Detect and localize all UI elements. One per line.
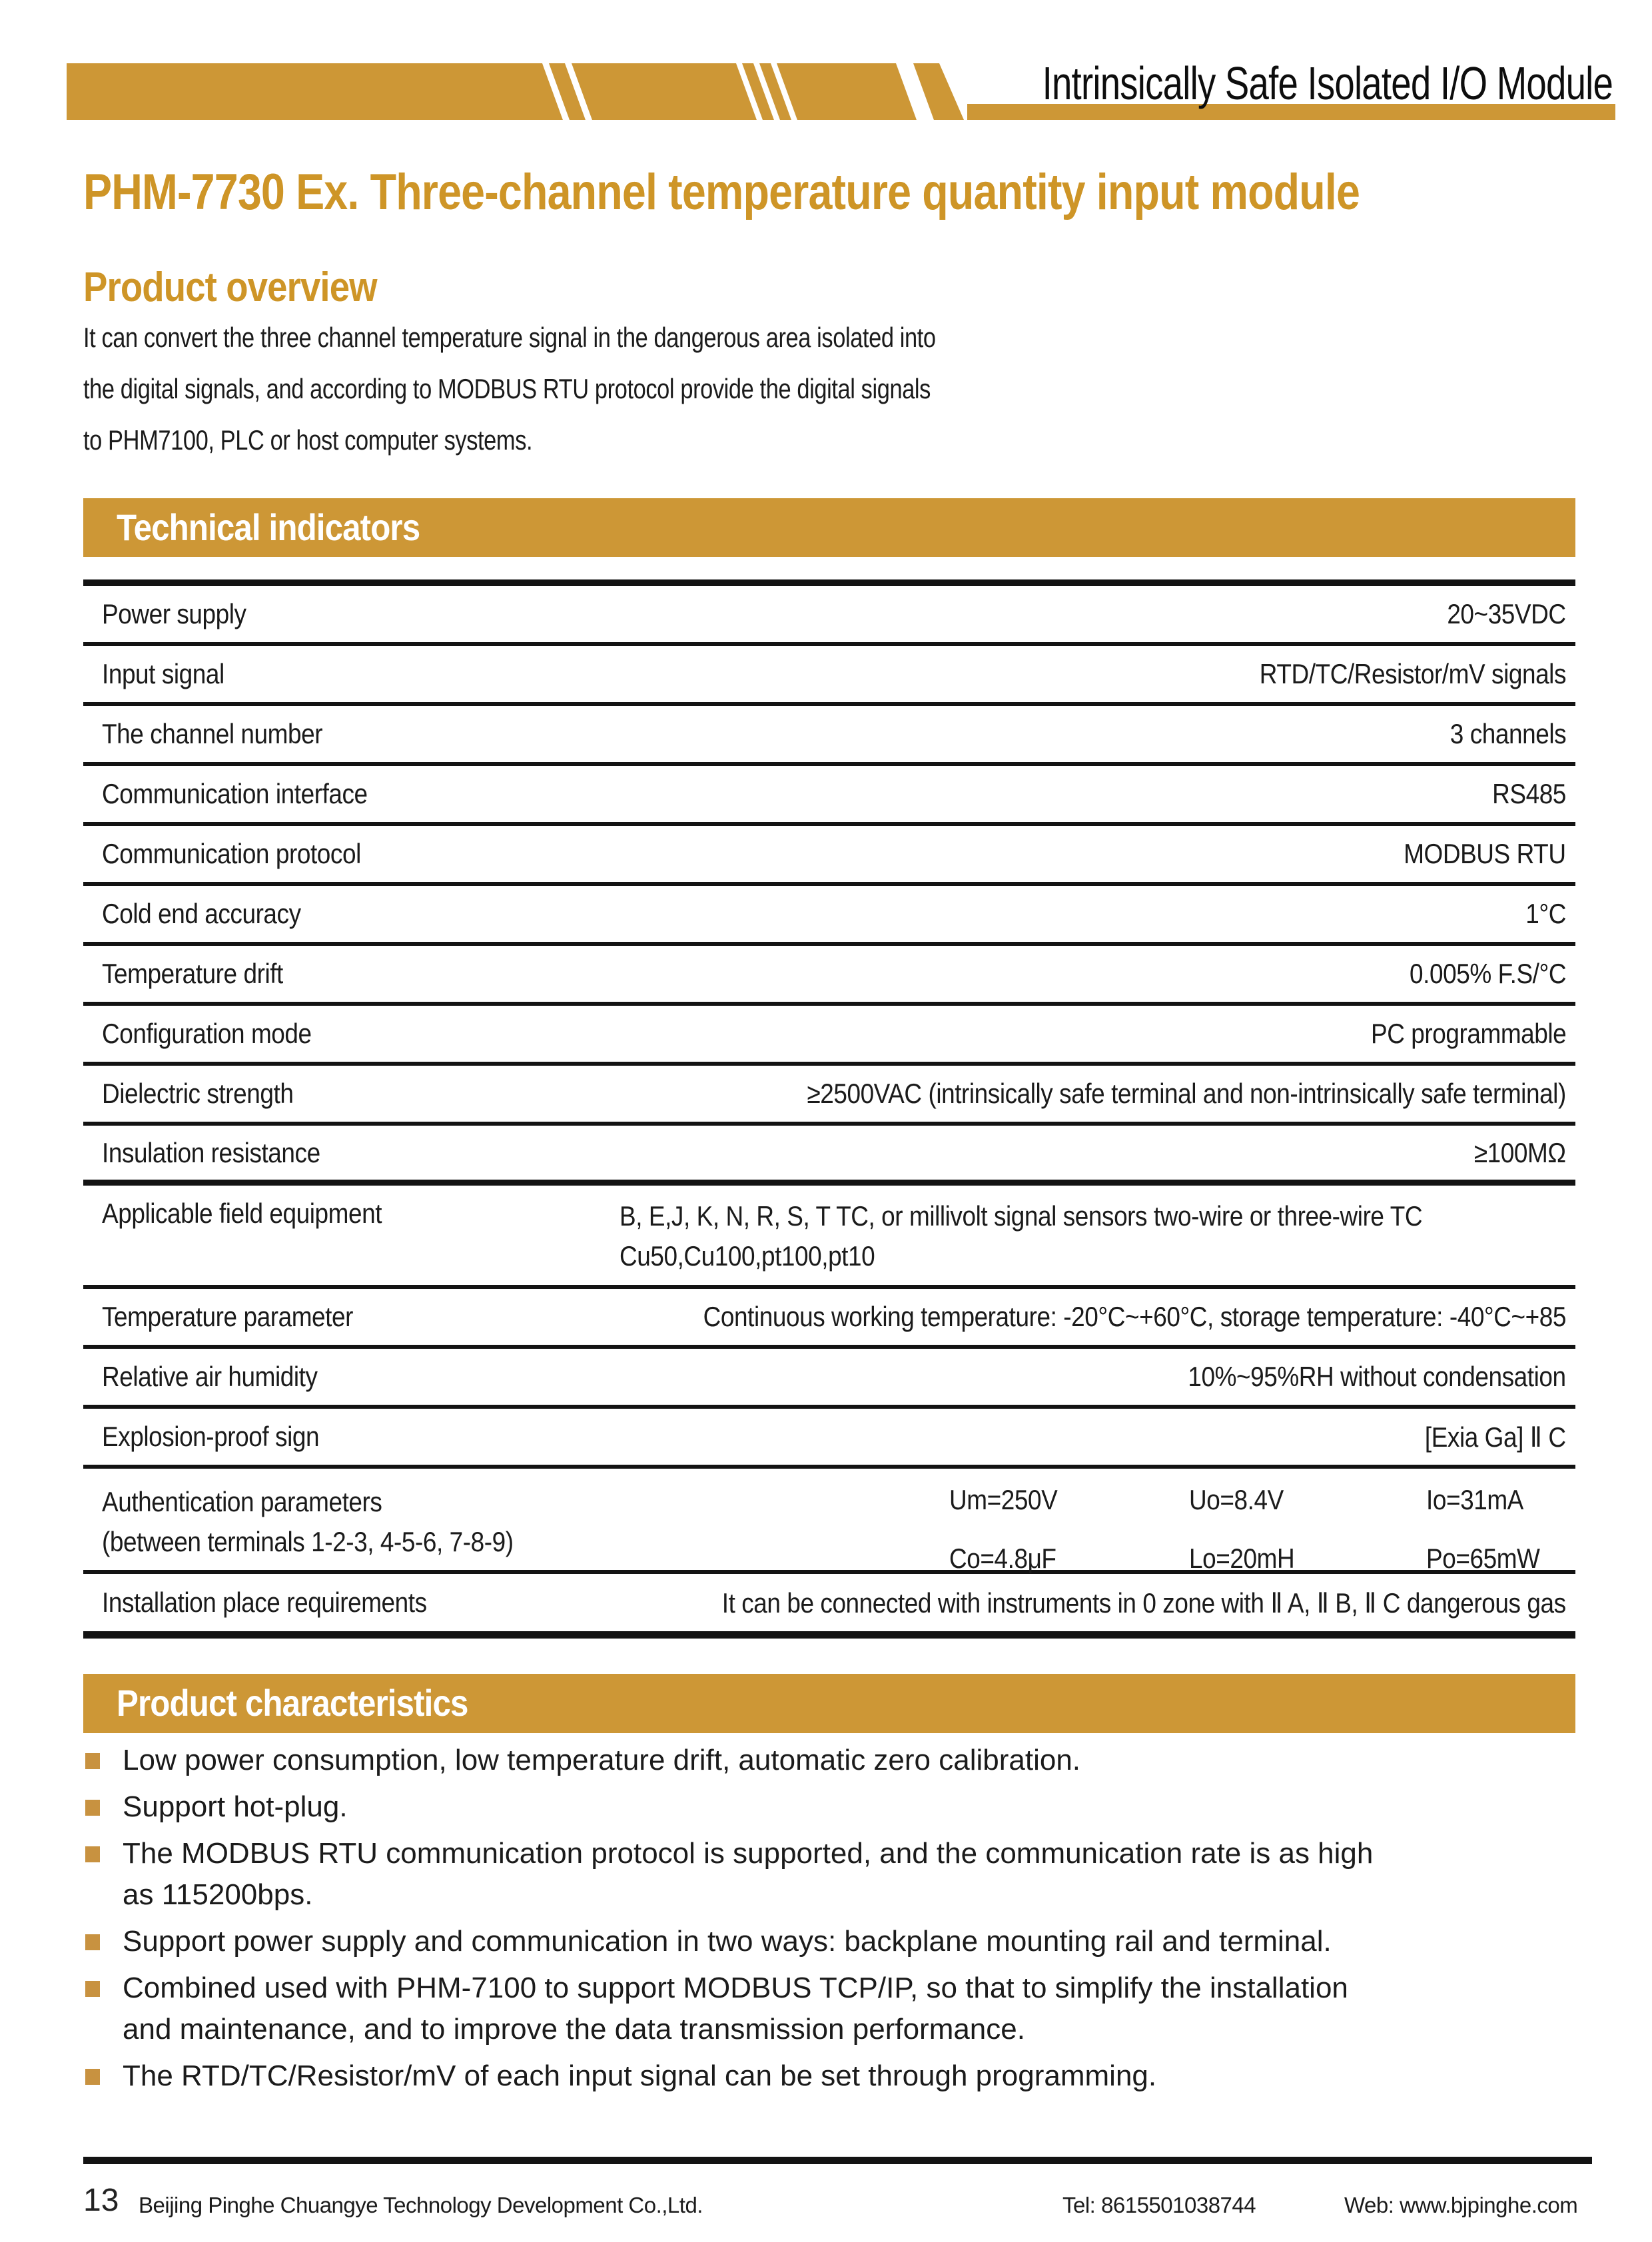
row-label: Input signal [102, 658, 224, 689]
section-bar-label: Technical indicators [117, 506, 420, 548]
bullet-text: Support power supply and communication in two ways: backplane mounting rail and terminal. [123, 1925, 1332, 1958]
row-value: It can be connected with instruments in 0 zone with Ⅱ A, Ⅱ B, Ⅱ C dangerous gas [722, 1587, 1566, 1619]
overview-line: the digital signals, and according to MODBUS RTU protocol provide the digital signals [83, 373, 931, 404]
table-row [83, 1289, 1575, 1349]
auth-param: Uo=8.4V [1189, 1484, 1284, 1515]
bullet-text: and maintenance, and to improve the data transmission performance. [123, 2013, 1025, 2046]
row-value: ≥2500VAC (intrinsically safe terminal and non-intrinsically safe terminal) [807, 1078, 1566, 1109]
row-value: PC programmable [1370, 1018, 1566, 1049]
overview-heading: Product overview [83, 264, 377, 310]
row-value: 10%~95%RH without condensation [1188, 1361, 1566, 1392]
footer-web: Web: www.bjpinghe.com [1344, 2193, 1578, 2217]
table-row [83, 1349, 1575, 1409]
table-row [83, 706, 1575, 766]
row-value: [Exia Ga] Ⅱ C [1425, 1421, 1566, 1453]
row-value: RS485 [1492, 778, 1566, 809]
row-label: Authentication parameters (between terminals 1-2-3, 4-5-6, 7-8-9) [102, 1486, 514, 1557]
row-label: Configuration mode [102, 1018, 312, 1049]
auth-param: Um=250V [949, 1484, 1058, 1515]
table-row [83, 886, 1575, 946]
list-item [85, 1968, 1591, 2050]
row-value: ≥100MΩ [1474, 1136, 1566, 1168]
table-row [83, 946, 1575, 1006]
table-row [83, 646, 1575, 706]
bullet-text: The RTD/TC/Resistor/mV of each input signal can be set through programming. [123, 2059, 1157, 2092]
bullet-icon [85, 1846, 100, 1862]
bullet-icon [85, 1981, 100, 1997]
technical-indicators-table [83, 579, 1575, 1639]
footer-tel: Tel: 8615501038744 [1062, 2193, 1256, 2217]
list-item [85, 1786, 1591, 1828]
row-label: Temperature parameter [102, 1301, 353, 1332]
banner-title: Intrinsically Safe Isolated I/O Module [1042, 57, 1613, 109]
table-row [83, 1066, 1575, 1126]
table-row [83, 766, 1575, 826]
row-value: 0.005% F.S/°C [1409, 958, 1566, 989]
auth-param: Lo=20mH [1189, 1543, 1295, 1574]
header-banner [67, 57, 1615, 120]
characteristics-list [85, 1740, 1591, 2102]
row-value: MODBUS RTU [1404, 838, 1566, 869]
bullet-text: The MODBUS RTU communication protocol is supported, and the communication rate is as high [123, 1837, 1374, 1870]
list-item [85, 2055, 1591, 2097]
row-label: Explosion-proof sign [102, 1421, 320, 1452]
bullet-text: Combined used with PHM-7100 to support MODBUS TCP/IP, so that to simplify the installation [123, 1972, 1348, 2004]
page-number: 13 [83, 2183, 119, 2218]
row-value: 20~35VDC [1447, 598, 1566, 629]
section-bar-label: Product characteristics [117, 1682, 468, 1724]
banner-gold-band [67, 63, 966, 120]
row-label: Applicable field equipment [102, 1198, 382, 1229]
overview-paragraph [83, 312, 936, 466]
row-label: Communication interface [102, 778, 368, 809]
list-item [85, 1740, 1591, 1781]
row-label: Temperature drift [102, 958, 283, 989]
row-label: Relative air humidity [102, 1361, 318, 1392]
row-label: Power supply [102, 598, 246, 629]
bullet-icon [85, 1753, 100, 1769]
auth-param: Io=31mA [1426, 1484, 1524, 1515]
row-value: 3 channels [1449, 718, 1566, 749]
table-row [83, 1126, 1575, 1186]
bullet-text: Support hot-plug. [123, 1790, 348, 1823]
row-value: Continuous working temperature: -20°C~+60°C, storage temperature: -40°C~+85 [703, 1301, 1566, 1332]
table-row [83, 1469, 1575, 1574]
row-label: Cold end accuracy [102, 898, 301, 929]
section-bar-technical-indicators [83, 498, 1575, 557]
table-row [83, 826, 1575, 886]
bullet-icon [85, 1800, 100, 1816]
bullet-text: Low power consumption, low temperature drift, automatic zero calibration. [123, 1744, 1081, 1776]
row-label: The channel number [102, 718, 323, 749]
row-label: Insulation resistance [102, 1136, 320, 1168]
row-label: Communication protocol [102, 838, 361, 869]
bullet-icon [85, 2069, 100, 2085]
page-title: PHM-7730 Ex. Three-channel temperature quantity input module [83, 164, 1360, 220]
table-row [83, 1186, 1575, 1289]
row-value: 1°C [1525, 898, 1566, 929]
auth-param: Co=4.8μF [949, 1543, 1056, 1574]
row-value: B, E,J, K, N, R, S, T TC, or millivolt signal sensors two-wire or three-wire TC Cu50,Cu100,pt100,pt10 [620, 1200, 1423, 1272]
table-row [83, 1006, 1575, 1066]
table-row [83, 586, 1575, 646]
list-item [85, 1921, 1591, 1962]
auth-param: Po=65mW [1426, 1543, 1540, 1574]
footer-divider [83, 2157, 1592, 2164]
row-value [949, 1485, 1555, 1574]
footer-company: Beijing Pinghe Chuangye Technology Development Co.,Ltd. [139, 2193, 703, 2217]
row-label: Dielectric strength [102, 1078, 294, 1109]
bullet-text: as 115200bps. [123, 1878, 313, 1911]
bullet-icon [85, 1934, 100, 1950]
table-row [83, 1574, 1575, 1631]
list-item [85, 1833, 1591, 1916]
section-bar-product-characteristics [83, 1674, 1575, 1733]
row-value: RTD/TC/Resistor/mV signals [1259, 658, 1566, 689]
row-label: Installation place requirements [102, 1587, 427, 1618]
overview-line: to PHM7100, PLC or host computer systems. [83, 424, 533, 456]
table-row [83, 1409, 1575, 1469]
overview-line: It can convert the three channel temperature signal in the dangerous area isolated into [83, 322, 936, 353]
